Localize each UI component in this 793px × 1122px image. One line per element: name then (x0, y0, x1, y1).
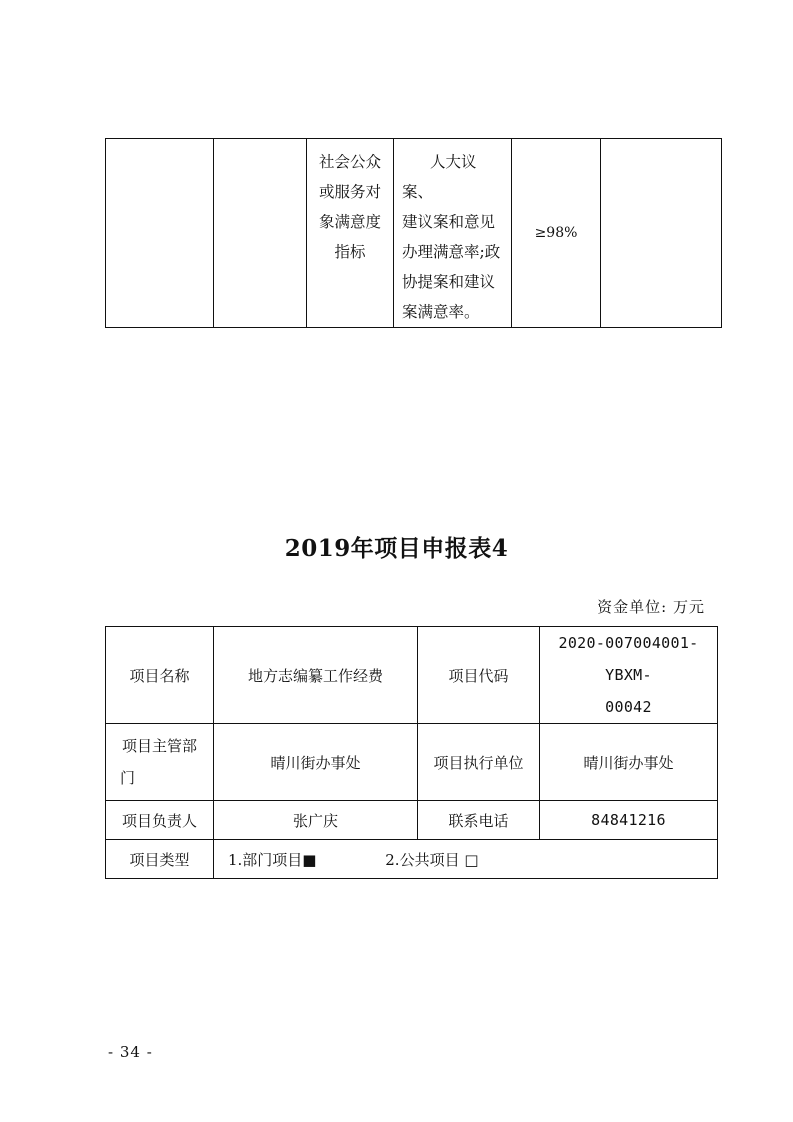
department-label (106, 724, 214, 801)
text-line: 办理满意率;政 (402, 243, 501, 261)
project-type-options (214, 840, 718, 879)
indicator-content-cell (394, 139, 512, 328)
project-type-option-public: 2.公共项目 □ (385, 850, 479, 869)
indicator-level1-cell (106, 139, 214, 328)
project-name-label: 项目名称 (106, 627, 214, 724)
indicator-target-value: ≥98% (512, 139, 601, 328)
page-title: 2019年项目申报表4 (284, 535, 509, 562)
text-line: 指标 (334, 243, 366, 261)
indicator-level3-cell (307, 139, 394, 328)
phone-value: 84841216 (540, 801, 718, 840)
text-line: 社会公众 (318, 153, 381, 171)
person-in-charge-label: 项目负责人 (106, 801, 214, 840)
project-code-label: 项目代码 (418, 627, 540, 724)
indicator-remark-cell (601, 139, 722, 328)
text-line: 00042 (605, 698, 652, 716)
text-line: 协提案和建议 (402, 273, 496, 291)
text-line: 人大议案、 (402, 153, 477, 201)
table-row (106, 801, 718, 840)
project-application-table (105, 626, 718, 879)
project-type-label: 项目类型 (106, 840, 214, 879)
text-line: 象满意度 (318, 213, 381, 231)
phone-label: 联系电话 (418, 801, 540, 840)
page-number: - 34 - (108, 1043, 153, 1061)
table-row (106, 627, 718, 724)
project-code-value (540, 627, 718, 724)
text-line: 或服务对 (318, 183, 381, 201)
text-line: 建议案和意见 (402, 213, 496, 231)
table-row (106, 724, 718, 801)
indicator-table-continuation (105, 138, 722, 328)
text-line: 2020-007004001-YBXM- (558, 634, 699, 684)
project-name-value: 地方志编纂工作经费 (214, 627, 418, 724)
text-line: 门 (120, 769, 136, 787)
text-line: 项目主管部 (121, 737, 197, 755)
indicator-level2-cell (214, 139, 307, 328)
table-row (106, 139, 722, 328)
project-type-option-department: 1.部门项目■ (228, 850, 317, 869)
executing-unit-value: 晴川街办事处 (540, 724, 718, 801)
executing-unit-label: 项目执行单位 (418, 724, 540, 801)
table-row (106, 840, 718, 879)
person-in-charge-value: 张广庆 (214, 801, 418, 840)
currency-unit-label: 资金单位: 万元 (597, 598, 705, 616)
text-line: 案满意率。 (402, 303, 480, 321)
department-value: 晴川街办事处 (214, 724, 418, 801)
